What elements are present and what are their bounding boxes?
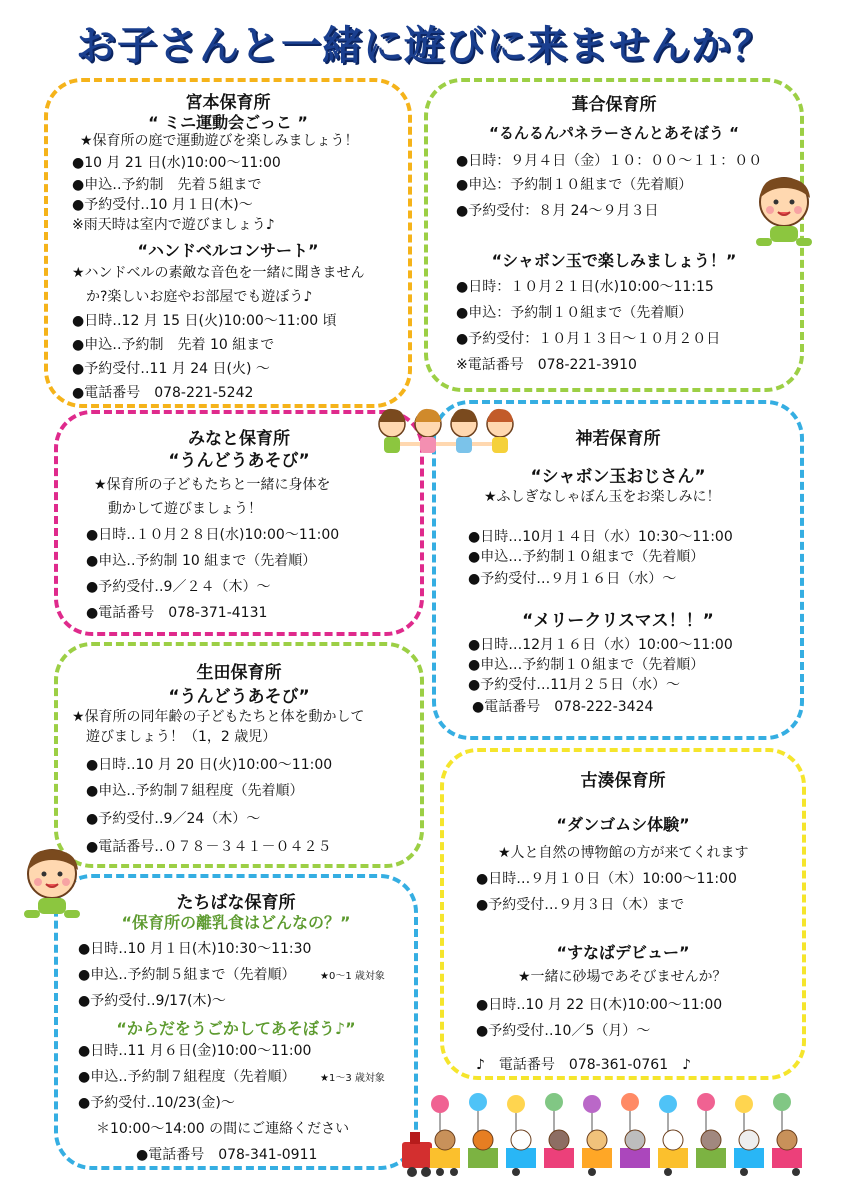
minato-line-6: ●電話番号 078-371-4131 bbox=[86, 605, 268, 621]
minato-name: みなと保育所 bbox=[188, 429, 290, 449]
ikuta-line-1: ★保育所の同年齢の子どもたちと体を動かして bbox=[72, 709, 365, 725]
ikuta-line-3: ●日時‥10 月 20 日(火)10:00～11:00 bbox=[86, 757, 333, 773]
miyamoto-line-8: ●日時‥12 月 15 日(火)10:00～11:00 頃 bbox=[72, 313, 337, 329]
tachibana-line-1: ●日時‥10 月１日(木)10:30～11:30 bbox=[78, 941, 312, 957]
miyamoto-line-3: ●申込‥予約制 先着５組まで bbox=[72, 177, 262, 193]
furuminato-line-5: ●日時‥10 月 22 日(木)10:00～11:00 bbox=[476, 997, 723, 1013]
boy-illustration-top-right bbox=[748, 172, 822, 252]
miyamoto-event-1: “ ミニ運動会ごっこ ” bbox=[148, 113, 308, 132]
fukiai-line-5: ●申込：予約制１０組まで（先着順） bbox=[456, 305, 693, 321]
ikuta-box bbox=[54, 642, 424, 868]
tachibana-line-5-note: ★1～3 歳対象 bbox=[320, 1073, 385, 1084]
tachibana-line-2: ●申込‥予約制５組まで（先着順） bbox=[78, 967, 296, 983]
ikuta-line-2: 遊びましょう！（1，2 歳児） bbox=[72, 729, 277, 745]
kamiwaka-line-1: ★ふしぎなしゃぼん玉をお楽しみに！ bbox=[484, 489, 721, 505]
tachibana-event-2: “からだをうごかしてあそぼう♪” bbox=[116, 1019, 356, 1038]
furuminato-box bbox=[440, 748, 806, 1080]
miyamoto-line-2: ●10 月 21 日(水)10:00～11:00 bbox=[72, 155, 281, 171]
minato-event-1: “うんどうあそび” bbox=[168, 451, 310, 471]
miyamoto-line-1: ★保育所の庭で運動遊びを楽しみましょう！ bbox=[80, 133, 359, 149]
minato-box bbox=[54, 410, 424, 636]
kamiwaka-line-2: ●日時…10月１４日（水）10:30～11:00 bbox=[468, 529, 733, 545]
page-title: お子さんと一緒に遊びに来ませんか？ bbox=[76, 23, 773, 69]
tachibana-box bbox=[54, 874, 418, 1170]
boy-illustration-left bbox=[14, 844, 88, 924]
furuminato-line-7: ♪ 電話番号 078-361-0761 ♪ bbox=[476, 1057, 692, 1073]
furuminato-event-2: “すなばデビュー” bbox=[556, 943, 690, 962]
kamiwaka-line-4: ●予約受付…９月１６日（水）～ bbox=[468, 571, 677, 587]
fukiai-line-3: ●予約受付：８月 24～９月３日 bbox=[456, 203, 659, 219]
ikuta-line-6: ●電話番号‥０７８－３４１－０４２５ bbox=[86, 839, 332, 855]
ikuta-event-1: “うんどうあそび” bbox=[168, 687, 310, 707]
tachibana-event-1: “保育所の離乳食はどんなの？” bbox=[121, 913, 351, 932]
fukiai-line-6: ●予約受付：１０月１３日～１０月２０日 bbox=[456, 331, 721, 347]
minato-line-2: 動かして遊びましょう！ bbox=[94, 501, 262, 517]
ikuta-line-5: ●予約受付‥9／24（木）～ bbox=[86, 811, 261, 827]
tachibana-name: たちばな保育所 bbox=[176, 893, 296, 913]
tachibana-line-3: ●予約受付‥9/17(木)～ bbox=[78, 993, 226, 1009]
minato-line-4: ●申込‥予約制 10 組まで（先着順） bbox=[86, 553, 317, 569]
furuminato-line-4: ★一緒に砂場であそびませんか？ bbox=[518, 969, 727, 985]
fukiai-event-1: “るんるんパネラーさんとあそぼう “ bbox=[489, 124, 739, 142]
fukiai-line-4: ●日時：１０月２１日(水)10:00～11:15 bbox=[456, 279, 714, 295]
kamiwaka-name: 神若保育所 bbox=[575, 429, 661, 449]
kamiwaka-line-7: ●予約受付…11月２５日（水）～ bbox=[468, 677, 681, 693]
tachibana-line-4: ●日時‥11 月６日(金)10:00～11:00 bbox=[78, 1043, 312, 1059]
fukiai-name: 葺合保育所 bbox=[571, 95, 657, 115]
tachibana-line-2-note: ★0～1 歳対象 bbox=[320, 971, 385, 982]
kamiwaka-line-3: ●申込…予約制１０組まで（先着順） bbox=[468, 549, 705, 565]
furuminato-line-3: ●予約受付…９月３日（木）まで bbox=[476, 897, 685, 913]
miyamoto-line-6: ★ハンドベルの素敵な音色を一緒に聞きません bbox=[72, 265, 365, 281]
miyamoto-line-7: か?楽しいお庭やお部屋でも遊ぼう♪ bbox=[72, 289, 313, 305]
animal-train-illustration bbox=[400, 1092, 830, 1182]
ikuta-name: 生田保育所 bbox=[196, 663, 282, 683]
tachibana-line-7: ＊10:00～14:00 の間にご連絡ください bbox=[96, 1121, 350, 1137]
miyamoto-box bbox=[44, 78, 412, 408]
fukiai-box bbox=[424, 78, 804, 392]
miyamoto-line-10: ●予約受付‥11 月 24 日(火) ～ bbox=[72, 361, 270, 377]
kamiwaka-event-1: “シャボン玉おじさん” bbox=[530, 467, 706, 487]
miyamoto-line-5: ※雨天時は室内で遊びましょう♪ bbox=[72, 217, 275, 233]
minato-line-1: ★保育所の子どもたちと一緒に身体を bbox=[94, 477, 331, 493]
kamiwaka-line-6: ●申込…予約制１０組まで（先着順） bbox=[468, 657, 705, 673]
furuminato-line-6: ●予約受付‥10／5（月）～ bbox=[476, 1023, 651, 1039]
tachibana-line-6: ●予約受付‥10/23(金)～ bbox=[78, 1095, 235, 1111]
minato-line-5: ●予約受付‥9／２４（木）～ bbox=[86, 579, 271, 595]
miyamoto-event-2: “ハンドベルコンサート” bbox=[137, 241, 319, 260]
kamiwaka-line-5: ●日時…12月１６日（水）10:00～11:00 bbox=[468, 637, 733, 653]
minato-line-3: ●日時‥１０月２８日(水)10:00～11:00 bbox=[86, 527, 340, 543]
furuminato-name: 古湊保育所 bbox=[580, 771, 666, 791]
miyamoto-name: 宮本保育所 bbox=[185, 93, 271, 113]
miyamoto-line-4: ●予約受付‥10 月１日(木)～ bbox=[72, 197, 253, 213]
fukiai-line-1: ●日時：９月４日（金）１０：００～１１：００ bbox=[456, 153, 763, 169]
furuminato-line-1: ★人と自然の博物館の方が来てくれます bbox=[498, 845, 749, 861]
tachibana-line-8: ●電話番号 078-341-0911 bbox=[136, 1147, 318, 1163]
furuminato-event-1: “ダンゴムシ体験” bbox=[556, 815, 690, 834]
miyamoto-line-11: ●電話番号 078-221-5242 bbox=[72, 385, 254, 401]
kamiwaka-event-2: “メリークリスマス！！” bbox=[522, 611, 714, 631]
fukiai-event-2: “シャボン玉で楽しみましょう！” bbox=[491, 251, 737, 270]
kamiwaka-line-8: ●電話番号 078-222-3424 bbox=[472, 699, 654, 715]
miyamoto-line-9: ●申込‥予約制 先着 10 組まで bbox=[72, 337, 275, 353]
fukiai-line-7: ※電話番号 078-221-3910 bbox=[456, 357, 637, 373]
ikuta-line-4: ●申込‥予約制７組程度（先着順） bbox=[86, 783, 304, 799]
furuminato-line-2: ●日時…９月１０日（木）10:00～11:00 bbox=[476, 871, 737, 887]
children-illustration bbox=[372, 406, 522, 464]
fukiai-line-2: ●申込：予約制１０組まで（先着順） bbox=[456, 177, 693, 193]
tachibana-line-5: ●申込‥予約制７組程度（先着順） bbox=[78, 1069, 296, 1085]
